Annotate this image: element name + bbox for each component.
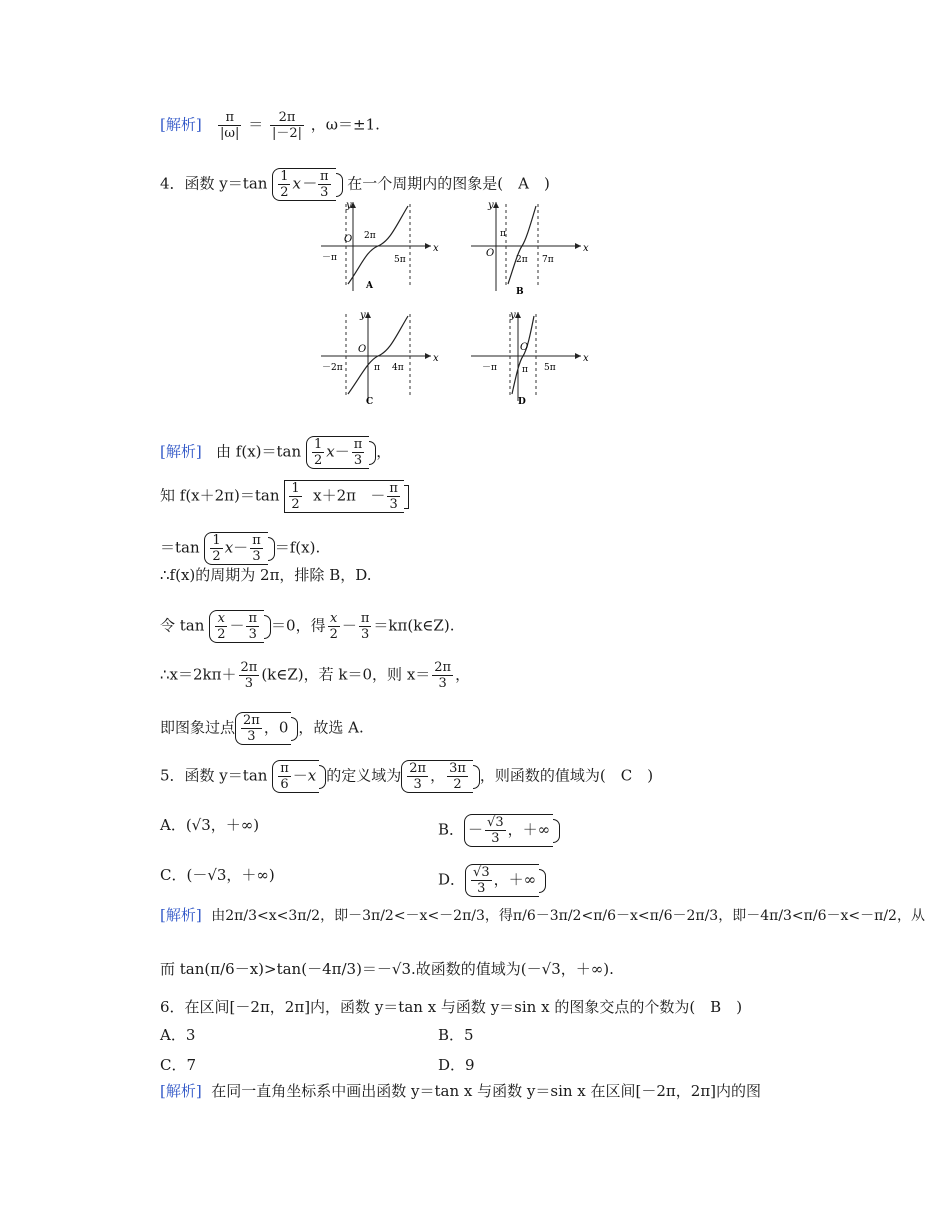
- solution-4-line-2: 知 f(x＋2π)＝tan $\frac{1}{2}$ x＋2π － $\frac{\pi}{3}$: [160, 480, 409, 513]
- fraction: $\frac{2\pi}{|-2|}$: [271, 110, 303, 141]
- question-5-option-c: C．(－√3，＋∞): [160, 866, 275, 884]
- svg-text:y: y: [360, 310, 366, 321]
- graph-c: [321, 310, 439, 407]
- tick-label: 5π: [544, 363, 556, 373]
- graph-grid: [316, 196, 589, 416]
- svg-text:x: x: [583, 353, 589, 364]
- question-6-option-d: D．9: [438, 1056, 475, 1074]
- svg-text:O: O: [358, 344, 367, 355]
- solution-4-line-4: ∴f(x)的周期为 2π，排除 B，D.: [160, 566, 372, 584]
- question-5-stem: 5．函数 y＝tan $\frac{\pi}{6}$ －x 的定义域为 $\frac{2\pi}{3}$ ， $\frac{3\pi}{2}$ ，则函数的值域为( C ): [160, 761, 654, 792]
- fraction: $\frac{\pi}{|\omega|}$: [220, 110, 240, 141]
- tick-label: π: [500, 229, 506, 239]
- axis-y-label: y: [346, 200, 352, 211]
- svg-text:x: x: [433, 353, 439, 364]
- solution-5-line-1: [解析] 由2π/3<x<3π/2，即－3π/2<－x<－2π/3，得π/6－3π/2<π/6－x<π/6－2π/3，即－4π/3<π/6－x<－π/2，从: [160, 906, 925, 924]
- question-4-stem: 4．函数 y＝tan $\frac{1}{2}$ x－ $\frac{\pi}{3}$ 在一个周期内的图象是( A ): [160, 169, 550, 200]
- solution-4-line-1: [解析] 由 f(x)＝tan $\frac{1}{2}$ x－ $\frac{\pi}{3}$ ，: [160, 437, 392, 468]
- graph-b-label: B: [516, 287, 524, 297]
- solution-4-line-3: ＝tan $\frac{1}{2}$ x－ $\frac{\pi}{3}$ ＝f(x).: [160, 533, 321, 564]
- svg-text:O: O: [520, 342, 529, 353]
- graph-d: [471, 310, 589, 407]
- axis-x-label: x: [433, 243, 439, 254]
- svg-text:y: y: [510, 310, 516, 321]
- tick-label: π: [374, 363, 380, 373]
- solution-line-omega: [解析] $\frac{\pi}{|\omega|}$ ＝ $\frac{2\pi}{|-2|}$ ，ω＝±1.: [160, 110, 380, 141]
- graph-d-label: D: [518, 397, 526, 407]
- svg-text:O: O: [344, 234, 353, 245]
- tick-label: 7π: [542, 255, 554, 265]
- svg-text:y: y: [488, 200, 494, 211]
- graph-c-label: C: [366, 397, 374, 407]
- tick-label: －π: [322, 253, 337, 263]
- question-6-option-b: B．5: [438, 1026, 474, 1044]
- analysis-tag: [解析]: [160, 115, 202, 134]
- tick-label: 2π: [516, 255, 528, 265]
- tick-label: 5π: [394, 255, 406, 265]
- tick-label: －2π: [322, 363, 343, 373]
- solution-6-line-1: [解析] 在同一直角坐标系中画出函数 y＝tan x 与函数 y＝sin x 在区间[－2π，2π]内的图: [160, 1082, 762, 1100]
- svg-text:x: x: [583, 243, 589, 254]
- solution-4-line-6: ∴x＝2kπ＋ $\frac{2\pi}{3}$ (k∈Z)，若 k＝0，则 x＝ $\frac{2\pi}{3}$ ，: [160, 660, 471, 691]
- tick-label: －π: [482, 363, 497, 373]
- solution-5-line-2: 而 tan(π/6－x)>tan(－4π/3)＝－√3.故函数的值域为(－√3，＋∞).: [160, 960, 614, 978]
- tick-label: 2π: [364, 231, 376, 241]
- question-6-option-a: A．3: [160, 1026, 196, 1044]
- solution-4-line-7: 即图象过点 $\frac{2\pi}{3}$ ，0 ，故选 A.: [160, 713, 364, 744]
- question-6-option-c: C．7: [160, 1056, 197, 1074]
- question-6-stem: 6．在区间[－2π，2π]内，函数 y＝tan x 与函数 y＝sin x 的图象交点的个数为( B ): [160, 998, 743, 1016]
- question-5-option-a: A．(√3，＋∞): [160, 816, 260, 834]
- tick-label: π: [522, 365, 528, 375]
- graph-a: [321, 200, 439, 291]
- svg-text:O: O: [486, 248, 495, 259]
- graph-options: [316, 196, 589, 416]
- tick-label: 4π: [392, 363, 404, 373]
- solution-4-line-5: 令 tan $\frac{x}{2}$ － $\frac{\pi}{3}$ ＝0，得 $\frac{x}{2}$ － $\frac{\pi}{3}$ ＝kπ(k∈Z).: [160, 611, 455, 642]
- graph-a-label: A: [366, 281, 373, 291]
- graph-b: [471, 200, 589, 297]
- question-5-option-d: D． $\frac{√3}{3}$ ，＋∞: [438, 864, 546, 897]
- question-5-option-b: B． － $\frac{√3}{3}$ ，＋∞: [438, 814, 560, 847]
